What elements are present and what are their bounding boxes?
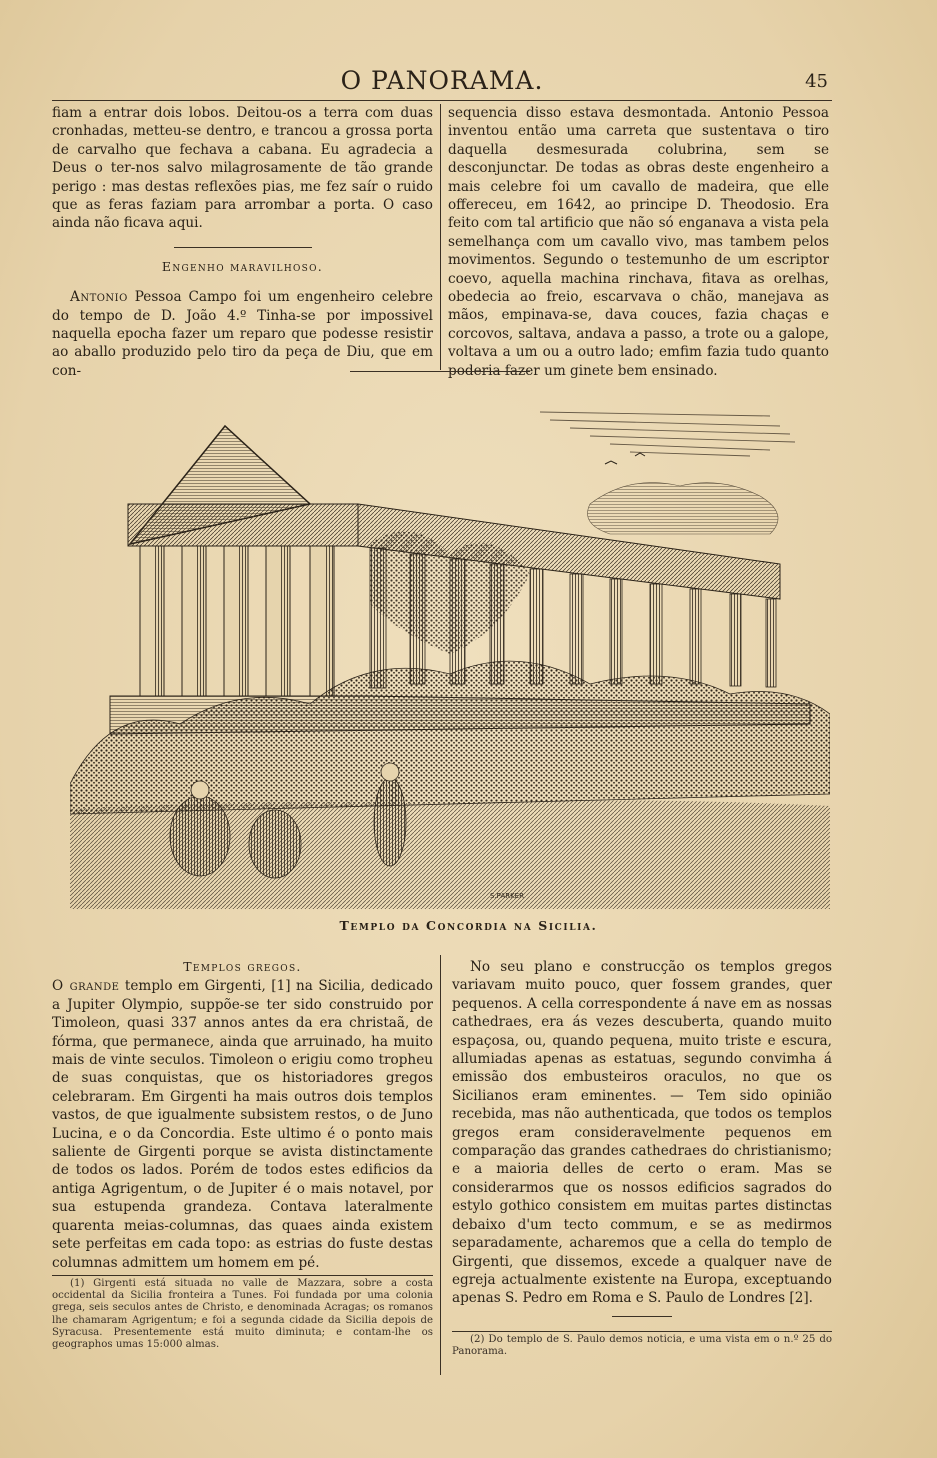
top-left-column: [52, 104, 433, 380]
entablature: [128, 504, 358, 546]
paragraph: [52, 288, 433, 380]
footnote: [452, 1334, 832, 1358]
section-heading: Templos gregos.: [183, 959, 302, 974]
paragraph: No seu plano e construcção os templos gregos variavam muito pouco, quer fossem grandes, quer pequenos. A cella correspondente á nave em as nossas cathedraes, era ás vezes descuberta, quando muito espaçosa, ou, quando pequena, muito triste e escura, allumiadas apenas as estatuas, segundo convimha á emissão dos embusteiros oraculos, no que os Sicilianos eram eminentes. — Tem sido opinião recebida, mas não authenticada, que todos os templos gregos eram consideravelmente pequenos em comparação das grandes cathedraes do christianismo; e a maioria delles de certo o eram. Mas se considerarmos que os nossos edificios sagrados do estylo gothico consistem em muitas partes distinctas debaixo d'um tecto commum, e se as medirmos separadamente, acharemos que a cella do templo de Girgenti, que dissemos, excede a qualquer nave de egreja actualmente existente na Europa, exceptuando apenas S. Pedro em Roma e S. Paulo de Londres [2].: [452, 959, 832, 1307]
sky-shading: [540, 412, 795, 456]
page-header: [52, 66, 832, 101]
bottom-left-column: [52, 958, 433, 1351]
top-right-column: [448, 104, 829, 380]
paragraph: sequencia disso estava desmontada. Antonio Pessoa inventou então uma carreta que sustentava o tiro daquella desmesurada colubrina, sem se desconjunctar. De todas as obras deste engenheiro a mais celebre foi um cavallo de madeira, que elle offereceu, em 1642, ao principe D. Theodosio. Era feito com tal artificio que não só enganava a vista pela semelhança com um cavallo vivo, mas tambem pelos movimentos. Segundo o testemunho de um escriptor coevo, aquella machina rinchava, fitava as orelhas, obedecia ao freio, escarvava o chão, manejava as mãos, empinava-se, dava couces, fazia chaças e corcovos, saltava, andava a passo, a trote ou a galope, voltava a um ou a outro lado; emfim fazia tudo quanto poderia fazer um ginete bem ensinado.: [448, 105, 829, 379]
figure-caption: Templo da Concordia na Sicilia.: [339, 918, 598, 933]
column-end-rule: [350, 371, 530, 372]
lead-word: Antonio: [70, 289, 128, 306]
front-column-shading: [154, 546, 334, 696]
section-end-rule: [612, 1316, 672, 1317]
section-divider: [174, 247, 312, 248]
footnote-text: (1) Girgenti está situada no valle de Mazzara, sobre a costa occidental da Sicilia fronteira a Tunes. Foi fundada por uma colonia grega, seis seculos antes de Christo, e denominada Acragas; os romanos lhe chamaram Agrigentum; e foi a segunda cidade da Sicilia depois de Syracusa. Presentemente está muito diminuta; e contam-lhe os geographos umas 15:000 almas.: [52, 1277, 433, 1350]
footnote-divider: [452, 1331, 832, 1332]
paragraph-text: templo em Girgenti, [1] na Sicilia, dedicado a Jupiter Olympio, suppõe-se ter sido construido por Timoleon, quasi 337 annos antes da era christaã, de fórma, que permanece, ainda que arruinado, ha muito mais de vinte seculos. Timoleon o erigiu como tropheu de suas conquistas, que os historiadores gregos celebraram. Em Girgenti ha mais outros dois templos vastos, de que igualmente subsistem restos, o de Juno Lucina, e o da Concordia. Este ultimo é o ponto mais saliente de Girgenti porque se avista distinctamente de todos os lados. Porém de todos estes edificios da antiga Agrigentum, o de Jupiter é o mais notavel, por sua estupenda grandeza. Contava lateralmente quarenta meias-columnas, das quaes ainda existem sete perfeitas em cada topo: as estrias do fuste destas columnas admittem um homem em pé.: [52, 978, 433, 1271]
periodical-title: O PANORAMA.: [340, 66, 544, 95]
section-heading: Engenho maravilhoso.: [161, 258, 324, 274]
lead-word: O grande: [52, 978, 120, 995]
bottom-right-column: [452, 958, 832, 1358]
footnote-text: (2) Do templo de S. Paulo demos noticia, e uma vista em o n.º 25 do Panorama.: [452, 1333, 832, 1357]
footnote-divider: [52, 1275, 433, 1276]
birds: [605, 453, 645, 464]
paragraph: [52, 977, 433, 1272]
page-number: 45: [805, 71, 828, 92]
footnote: [52, 1278, 433, 1351]
cloud: [588, 483, 779, 534]
paragraph-text: Pessoa Campo foi um engenheiro celebre do tempo de D. João 4.º Tinha-se por impossivel naquella epocha fazer um reparo que podesse resistir ao aballo produzido pelo tiro da peça de Diu, que em con-: [52, 289, 433, 379]
temple-engraving: [70, 404, 830, 909]
column-divider: [440, 104, 441, 370]
paragraph: fiam a entrar dois lobos. Deitou-os a terra com duas cronhadas, metteu-se dentro, e trancou a grossa porta de carvalho que fechava a cabana. Eu agradecia a Deus o ter-nos salvo milagrosamente de tão grande perigo : mas destas reflexões pias, me fez saír o ruido que as feras faziam para arrombar a porta. O caso ainda não ficava aqui.: [52, 105, 433, 232]
engraver-signature: S.PARKER: [490, 892, 524, 900]
column-divider: [440, 955, 441, 1375]
front-columns: [140, 546, 334, 696]
